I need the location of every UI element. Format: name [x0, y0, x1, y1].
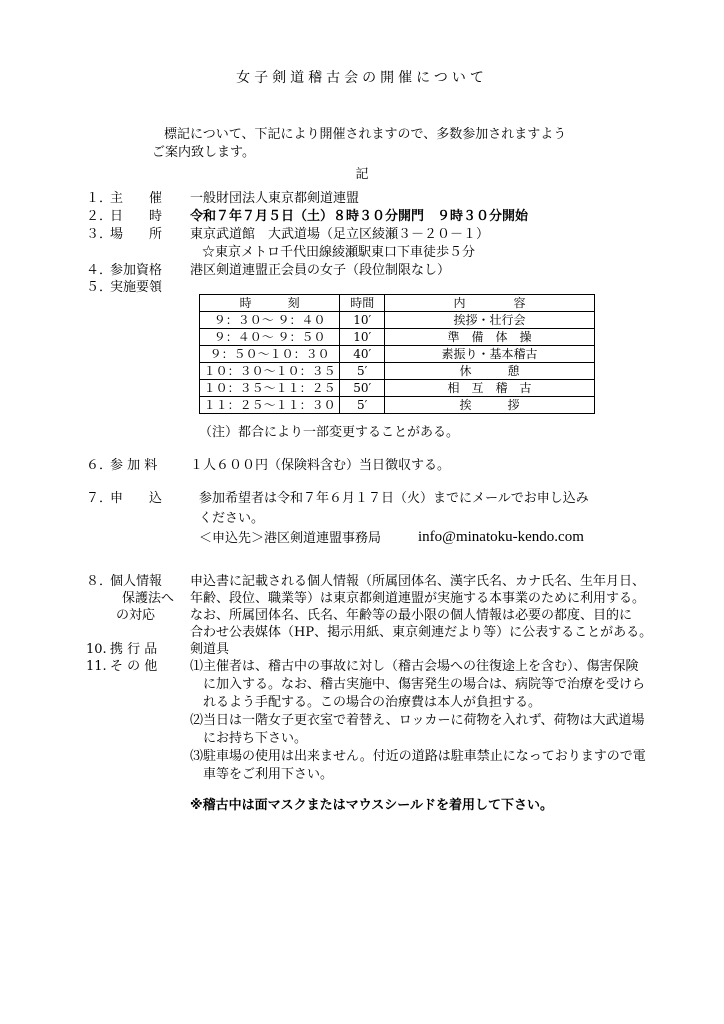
row-content: 休 憩: [385, 363, 595, 380]
privacy-line-1: 申込書に記載される個人情報（所属団体名、漢字氏名、カナ氏名、生年月日、: [190, 574, 646, 589]
item-number: １．: [86, 191, 113, 206]
header-content: 内 容: [385, 295, 595, 312]
item-number: ３．: [86, 227, 113, 242]
other-line-3: れるよう手配する。この場合の治療費は本人が負担する。: [190, 695, 542, 710]
other-line-7: 車等をご利用下さい。: [190, 767, 334, 782]
date-label: 日 時: [110, 209, 163, 224]
fee-value: １人６００円（保険料含む）当日徴収する。: [190, 458, 451, 473]
apply-line-2: ください。: [199, 511, 265, 526]
page-title: 女子剣道稽古会の開催について: [236, 70, 488, 86]
item-number: ５．: [86, 280, 113, 295]
organizer-label: 主 催: [110, 191, 163, 206]
row-content: 挨拶・壮行会: [385, 312, 595, 329]
bring-label: 携 行 品: [110, 642, 158, 657]
schedule-note: （注）都合により一部変更することがある。: [199, 425, 460, 440]
mask-notice: ※稽古中は面マスクまたはマウスシールドを着用して下さい。: [190, 798, 553, 813]
schedule-label: 実施要領: [110, 280, 163, 295]
row-duration: 5′: [340, 363, 385, 380]
table-row: [200, 346, 595, 363]
other-line-6: ⑶駐車場の使用は出来ません。付近の道路は駐車禁止になっておりますので電: [190, 749, 646, 764]
row-content: 相 互 稽 古: [385, 380, 595, 397]
intro-line-2: ご案内致します。: [152, 145, 255, 160]
eligibility-label: 参加資格: [110, 263, 163, 278]
item-number: ４．: [86, 263, 113, 278]
item-number: 10.: [86, 642, 107, 657]
intro-line-1: 標記について、下記により開催されますので、多数参加されますよう: [164, 127, 567, 142]
apply-line-1: 参加希望者は令和７年６月１７日（火）までにメールでお申し込み: [199, 491, 589, 506]
date-value: 令和７年７月５日（土）８時３０分開門 ９時３０分開始: [190, 209, 529, 224]
other-line-4: ⑵当日は一階女子更衣室で着替え、ロッカーに荷物を入れず、荷物は大武道場: [190, 713, 645, 728]
privacy-label-line-3: の対応: [116, 608, 156, 623]
item-number: ６．: [86, 458, 113, 473]
row-time: ９：３０～ ９：４０: [200, 312, 340, 329]
table-row: [200, 397, 595, 414]
row-content: 準 備 体 操: [385, 329, 595, 346]
privacy-label-line-2: 保護法へ: [122, 591, 175, 606]
row-duration: 5′: [340, 397, 385, 414]
table-row: [200, 329, 595, 346]
privacy-label-line-1: 個人情報: [110, 574, 163, 589]
row-time: １０：３０～１０：３５: [200, 363, 340, 380]
apply-email-link[interactable]: info@minatoku-kendo.com: [418, 529, 584, 545]
privacy-line-3: なお、所属団体名、氏名、年齢等の最小限の個人情報は必要の都度、目的に: [190, 608, 633, 623]
row-time: ９：４０～ ９：５０: [200, 329, 340, 346]
row-time: １０：３５～１１：２５: [200, 380, 340, 397]
header-duration: 時間: [340, 295, 385, 312]
privacy-line-4: 合わせ公表媒体（HP、掲示用紙、東京剣連だより等）に公表することがある。: [190, 625, 653, 640]
table-row: [200, 312, 595, 329]
table-row: [200, 380, 595, 397]
place-access: ☆東京メトロ千代田線綾瀬駅東口下車徒歩５分: [202, 245, 476, 260]
item-number: ８．: [86, 574, 113, 589]
place-label: 場 所: [110, 227, 163, 242]
fee-label: 参 加 料: [110, 458, 158, 473]
table-row: [200, 363, 595, 380]
row-time: ９：５０～１０：３０: [200, 346, 340, 363]
apply-destination: ＜申込先＞港区剣道連盟事務局: [199, 531, 382, 546]
row-time: １１：２５～１１：３０: [200, 397, 340, 414]
other-line-5: にお持ち下さい。: [190, 731, 308, 746]
row-duration: 10′: [340, 329, 385, 346]
ki-heading: 記: [355, 167, 369, 182]
row-duration: 40′: [340, 346, 385, 363]
eligibility-value: 港区剣道連盟正会員の女子（段位制限なし）: [190, 263, 451, 278]
header-time: 時 刻: [200, 295, 340, 312]
place-value: 東京武道館 大武道場（足立区綾瀬３－２０－１）: [190, 227, 490, 242]
row-duration: 50′: [340, 380, 385, 397]
other-line-1: ⑴主催者は、稽古中の事故に対し（稽古会場への往復途上を含む）、傷害保険: [190, 659, 639, 674]
schedule-table: [199, 294, 595, 414]
privacy-line-2: 年齢、段位、職業等）は東京都剣道連盟が実施する本事業のために利用する。: [190, 591, 646, 606]
row-content: 挨 拶: [385, 397, 595, 414]
bring-value: 剣道具: [190, 642, 230, 657]
item-number: 11.: [86, 659, 107, 674]
item-number: ７．: [86, 491, 113, 506]
organizer-value: 一般財団法人東京都剣道連盟: [190, 191, 360, 206]
other-line-2: に加入する。なお、稽古実施中、傷害発生の場合は、病院等で治療を受けら: [190, 677, 646, 692]
apply-label: 申 込: [110, 491, 163, 506]
item-number: ２．: [86, 209, 113, 224]
row-duration: 10′: [340, 312, 385, 329]
row-content: 素振り・基本稽古: [385, 346, 595, 363]
table-header-row: [200, 295, 595, 312]
other-label: そ の 他: [110, 659, 158, 674]
